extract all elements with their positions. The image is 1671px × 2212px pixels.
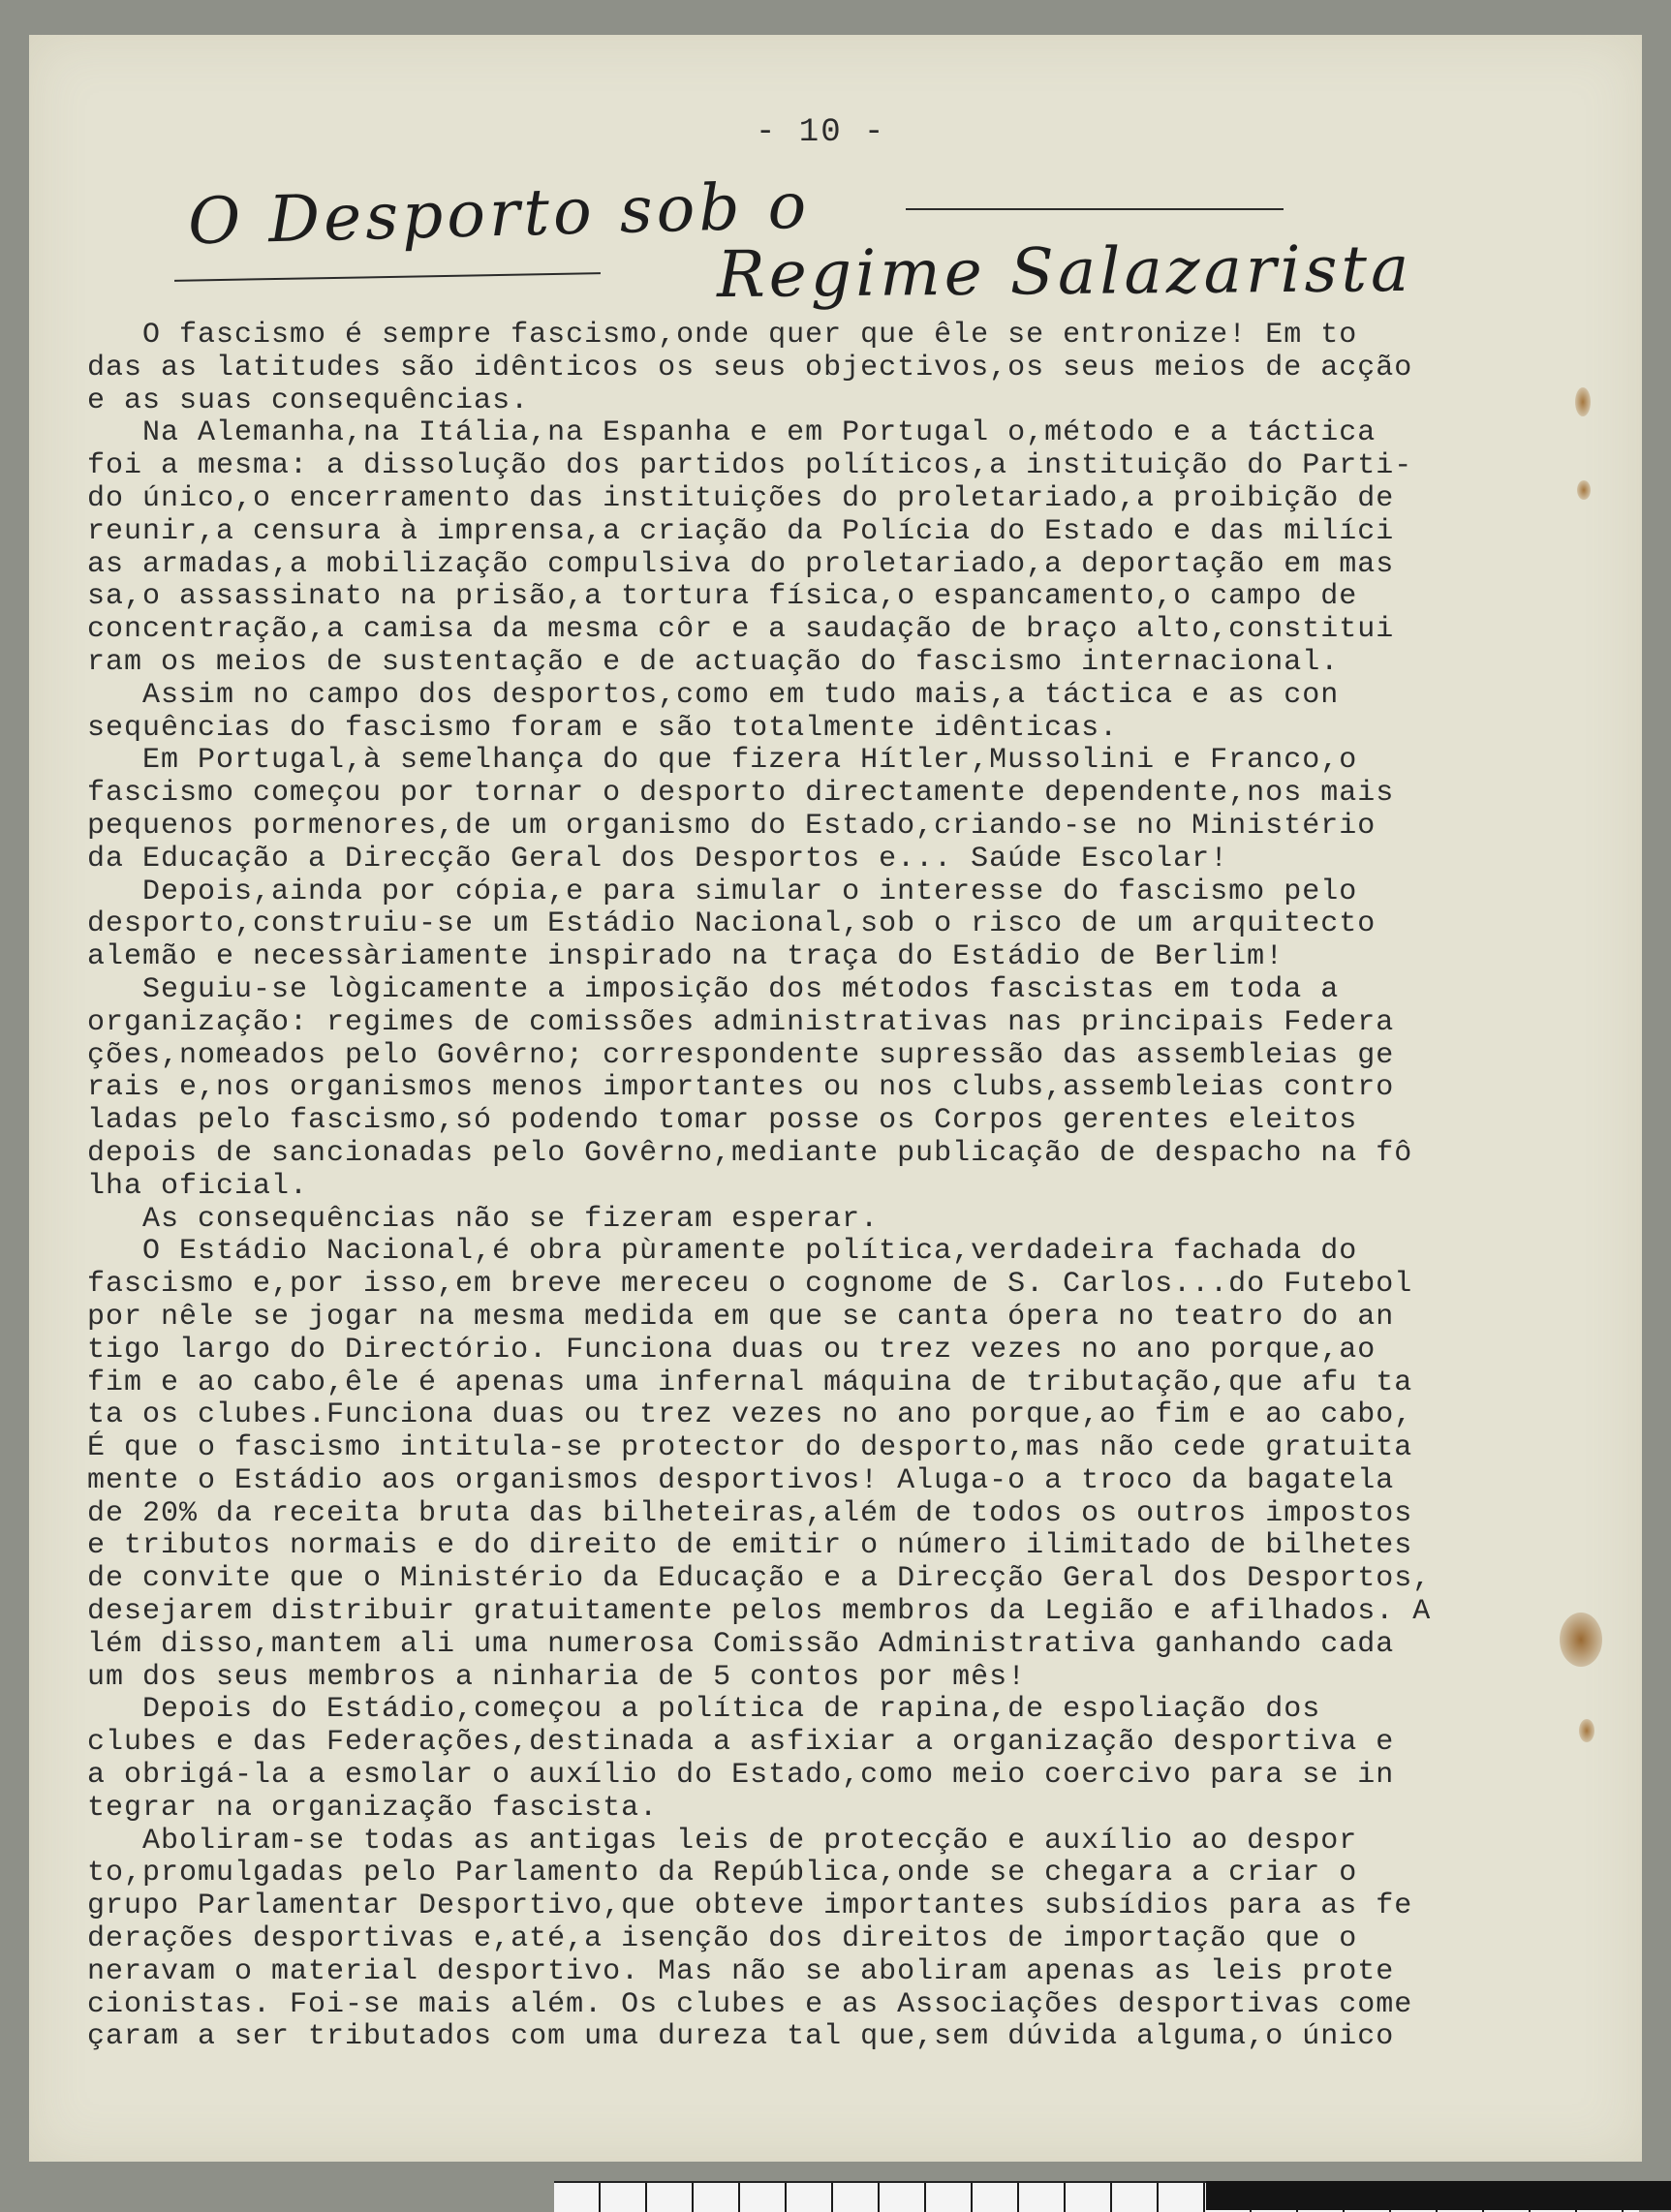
text-line: a obrigá-la a esmolar o auxílio do Estado,como meio coercivo para se in bbox=[87, 1759, 1395, 1793]
rust-stain bbox=[1575, 387, 1591, 416]
text-line: por nêle se jogar na mesma medida em que se canta ópera no teatro do an bbox=[87, 1300, 1395, 1334]
text-line: fim e ao cabo,êle é apenas uma infernal máquina de tributação,que afu ta bbox=[87, 1366, 1413, 1399]
text-line: lha oficial. bbox=[87, 1169, 309, 1203]
text-line: mente o Estádio aos organismos desportivos! Aluga-o a troco da bagatela bbox=[87, 1463, 1395, 1497]
typewritten-body bbox=[87, 320, 1531, 2054]
text-line: depois de sancionadas pelo Govêrno,mediante publicação de despacho na fô bbox=[87, 1136, 1413, 1170]
text-line: foi a mesma: a dissolução dos partidos políticos,a instituição do Parti- bbox=[87, 449, 1413, 483]
text-line: neravam o material desportivo. Mas não se aboliram apenas as leis prote bbox=[87, 1954, 1395, 1988]
text-line: Depois do Estádio,começou a política de rapina,de espoliação dos bbox=[87, 1693, 1321, 1727]
text-line: concentração,a camisa da mesma côr e a saudação de braço alto,constitui bbox=[87, 613, 1395, 647]
text-line: organização: regimes de comissões administrativas nas principais Federa bbox=[87, 1005, 1395, 1039]
text-line: da Educação a Direcção Geral dos Desportos e... Saúde Escolar! bbox=[87, 842, 1229, 876]
text-line: desporto,construiu-se um Estádio Nacional,sob o risco de um arquitecto bbox=[87, 907, 1377, 941]
text-line: Na Alemanha,na Itália,na Espanha e em Portugal o,método e a táctica bbox=[87, 416, 1377, 450]
page-number: - 10 - bbox=[756, 114, 886, 151]
text-line: das as latitudes são idênticos os seus objectivos,os seus meios de acção bbox=[87, 351, 1413, 384]
text-line: de convite que o Ministério da Educação e a Direcção Geral dos Desportos, bbox=[87, 1562, 1432, 1596]
text-line: O fascismo é sempre fascismo,onde quer que êle se entronize! Em to bbox=[87, 319, 1358, 352]
text-line: do único,o encerramento das instituições do proletariado,a proibição de bbox=[87, 481, 1395, 515]
text-line: O Estádio Nacional,é obra pùramente política,verdadeira fachada do bbox=[87, 1235, 1358, 1269]
text-line: as armadas,a mobilização compulsiva do proletariado,a deportação em mas bbox=[87, 547, 1395, 581]
text-line: derações desportivas e,até,a isenção dos direitos de importação que o bbox=[87, 1922, 1358, 1956]
text-line: cionistas. Foi-se mais além. Os clubes e as Associações desportivas come bbox=[87, 1987, 1413, 2021]
title-line-2: Regime Salazarista bbox=[716, 230, 1413, 313]
title-line-1: O Desporto sob o bbox=[187, 168, 812, 260]
text-line: de 20% da receita bruta das bilheteiras,além de todos os outros impostos bbox=[87, 1496, 1413, 1530]
text-line: fascismo começou por tornar o desporto directamente dependente,nos mais bbox=[87, 777, 1395, 811]
text-line: Aboliram-se todas as antigas leis de protecção e auxílio ao despor bbox=[87, 1824, 1358, 1858]
text-line: ram os meios de sustentação e de actuação do fascismo internacional. bbox=[87, 645, 1340, 679]
text-line: lém disso,mantem ali uma numerosa Comissão Administrativa ganhando cada bbox=[87, 1627, 1395, 1661]
text-line: e tributos normais e do direito de emitir o número ilimitado de bilhetes bbox=[87, 1529, 1413, 1563]
text-line: sa,o assassinato na prisão,a tortura física,o espancamento,o campo de bbox=[87, 580, 1358, 614]
text-line: ções,nomeados pelo Govêrno; correspondente supressão das assembleias ge bbox=[87, 1038, 1395, 1072]
text-line: um dos seus membros a ninharia de 5 contos por mês! bbox=[87, 1660, 1027, 1694]
text-line: e as suas consequências. bbox=[87, 384, 530, 417]
title-underline bbox=[174, 272, 601, 282]
text-line: fascismo e,por isso,em breve mereceu o cognome de S. Carlos...do Futebol bbox=[87, 1268, 1413, 1302]
text-line: É que o fascismo intitula-se protector do desporto,mas não cede gratuita bbox=[87, 1431, 1413, 1465]
text-line: As consequências não se fizeram esperar. bbox=[87, 1202, 880, 1236]
text-line: Seguiu-se lògicamente a imposição dos métodos fascistas em toda a bbox=[87, 972, 1340, 1006]
rust-stain bbox=[1579, 1719, 1594, 1742]
text-line: desejarem distribuir gratuitamente pelos membros da Legião e afilhados. A bbox=[87, 1595, 1432, 1629]
text-line: rais e,nos organismos menos importantes ou nos clubs,assembleias contro bbox=[87, 1071, 1395, 1105]
text-line: alemão e necessàriamente inspirado na traça do Estádio de Berlim! bbox=[87, 940, 1284, 974]
text-line: Depois,ainda por cópia,e para simular o interesse do fascismo pelo bbox=[87, 875, 1358, 908]
text-line: çaram a ser tributados com uma dureza tal que,sem dúvida alguma,o único bbox=[87, 2020, 1395, 2054]
title-overline bbox=[906, 208, 1284, 210]
text-line: to,promulgadas pelo Parlamento da República,onde se chegara a criar o bbox=[87, 1857, 1358, 1890]
text-line: Em Portugal,à semelhança do que fizera Hítler,Mussolini e Franco,o bbox=[87, 744, 1358, 778]
rust-stain bbox=[1560, 1613, 1602, 1667]
rust-stain bbox=[1577, 480, 1591, 500]
text-line: pequenos pormenores,de um organismo do Estado,criando-se no Ministério bbox=[87, 809, 1377, 843]
text-line: tegrar na organização fascista. bbox=[87, 1791, 659, 1825]
text-line: reunir,a censura à imprensa,a criação da Polícia do Estado e das milíci bbox=[87, 514, 1395, 548]
text-line: tigo largo do Directório. Funciona duas ou trez vezes no ano porque,ao bbox=[87, 1333, 1377, 1367]
text-line: Assim no campo dos desportos,como em tudo mais,a táctica e as con bbox=[87, 678, 1340, 712]
handwritten-title bbox=[174, 165, 1463, 313]
scale-ruler-dark-segment bbox=[1206, 2181, 1671, 2210]
text-line: ladas pelo fascismo,só podendo tomar posse os Corpos gerentes eleitos bbox=[87, 1104, 1358, 1138]
text-line: sequências do fascismo foram e são totalmente idênticas. bbox=[87, 711, 1119, 745]
text-line: ta os clubes.Funciona duas ou trez vezes no ano porque,ao fim e ao cabo, bbox=[87, 1398, 1413, 1432]
text-line: grupo Parlamentar Desportivo,que obteve importantes subsídios para as fe bbox=[87, 1889, 1413, 1923]
text-line: clubes e das Federações,destinada a asfixiar a organização desportiva e bbox=[87, 1726, 1395, 1760]
